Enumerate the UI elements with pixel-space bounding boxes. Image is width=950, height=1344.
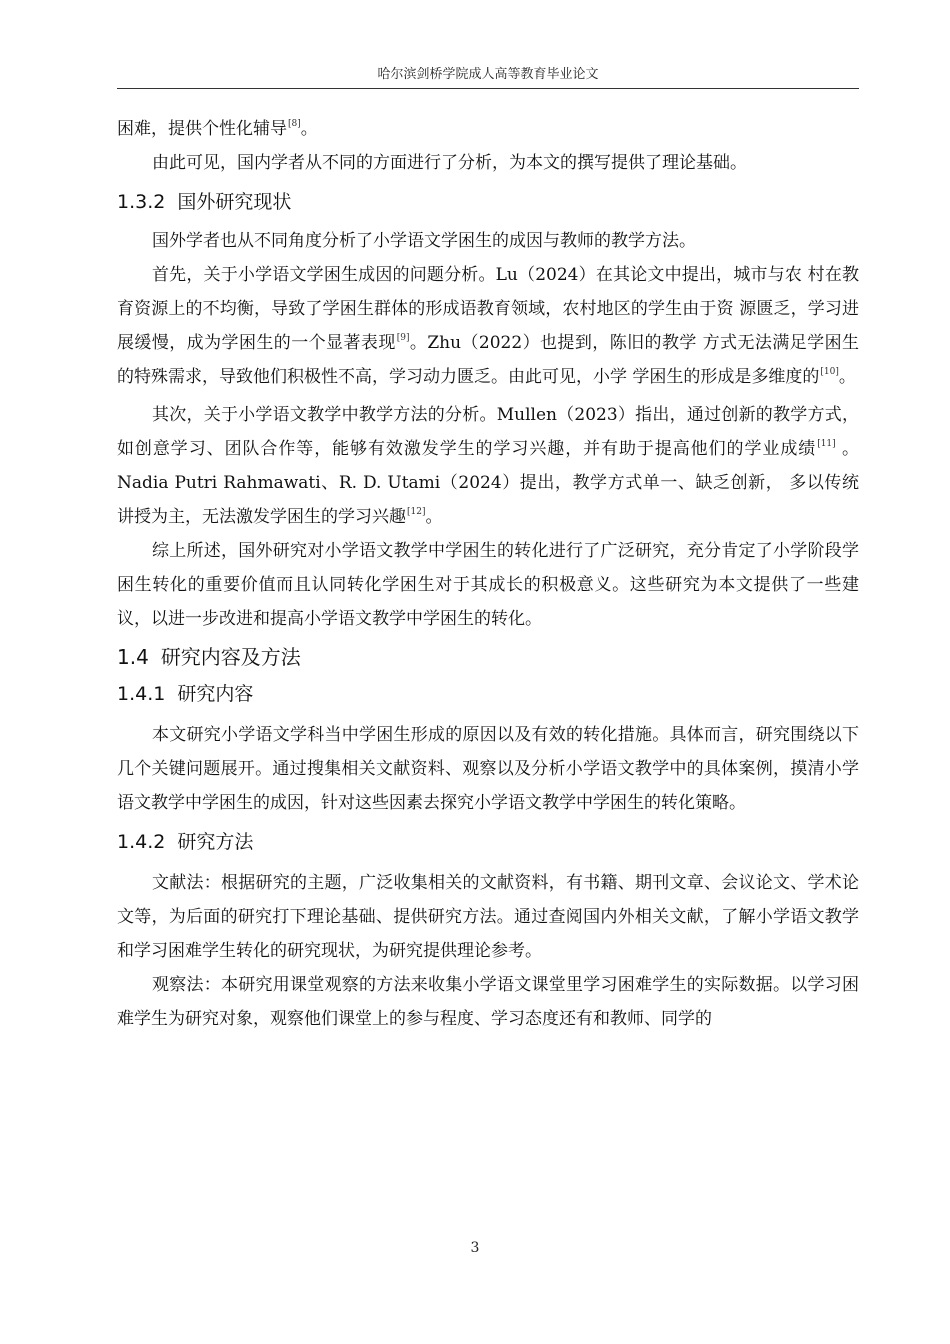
section-title: 研究方法	[177, 831, 254, 853]
paragraph: 文献法：根据研究的主题，广泛收集相关的文献资料，有书籍、期刊文章、会议论文、学术论文等，为后面的研究打下理论基础、提供研究方法。通过查阅国内外相关文献，了解小学语文教学和学习困难学生转化的研究现状，为研究提供理论参考。	[117, 873, 859, 961]
paragraph-text: 首先，关于小学语文学困生成因的问题分析。Lu（2024）在其论文中提出，城市与农 村在教育资源上的不均衡，导致了学困生群体的形成语教育领域，农村地区的学生由于资 源匮乏，学习进展缓慢，成为学困生的一个显著表现	[117, 265, 859, 353]
section-number: 1.4	[117, 645, 149, 669]
section-title: 研究内容及方法	[160, 645, 301, 669]
citation-ref: [9]	[396, 333, 410, 343]
paragraph: 由此可见，国内学者从不同的方面进行了分析，为本文的撰写提供了理论基础。	[152, 153, 747, 173]
paragraph-text-tail: 。	[300, 119, 318, 139]
section-heading-1-4	[117, 644, 859, 670]
paragraph-text: 。	[425, 507, 443, 527]
paragraph	[117, 258, 859, 394]
paragraph: 国外学者也从不同角度分析了小学语文学困生的成因与教师的教学方法。	[152, 231, 696, 251]
paragraph	[117, 398, 859, 534]
paragraph-text: 其次，关于小学语文教学中教学方法的分析。Mullen（2023）指出，通过创新的教学方式，如创意学习、团队合作等，能够有效激发学生的学习兴趣，并有助于提高他们的学业成绩	[117, 405, 859, 459]
header-rule	[117, 88, 859, 89]
page-number: 3	[470, 1240, 480, 1256]
paragraph-text: 。Nadia Putri Rahmawati、R. D. Utami（2024）提出，教学方式单一、缺乏创新， 多以传统讲授为主，无法激发学困生的学习兴趣	[117, 439, 860, 527]
citation-ref: [8]	[288, 119, 301, 129]
paragraph: 本文研究小学语文学科当中学困生形成的原因以及有效的转化措施。具体而言，研究围绕以下几个关键问题展开。通过搜集相关文献资料、观察以及分析小学语文教学中的具体案例，摸清小学语文教学中学困生的成因，针对这些因素去探究小学语文教学中学困生的转化策略。	[117, 725, 859, 813]
paragraph-text: 。Zhu（2022）也提到，陈旧的教学 方式无法满足学困生的特殊需求，导致他们积极性不高，学习动力匮乏。由此可见，小学 学困生的形成是多维度的	[117, 333, 859, 387]
citation-ref: [10]	[820, 367, 839, 377]
section-number: 1.4.1	[117, 683, 166, 705]
paragraph-continued	[117, 112, 859, 146]
section-title: 国外研究现状	[177, 191, 292, 213]
paragraph: 观察法：本研究用课堂观察的方法来收集小学语文课堂里学习困难学生的实际数据。以学习困难学生为研究对象，观察他们课堂上的参与程度、学习态度还有和教师、同学的	[117, 975, 859, 1029]
paragraph-text: 困难，提供个性化辅导	[117, 119, 287, 139]
citation-ref: [12]	[407, 507, 426, 517]
section-number: 1.4.2	[117, 831, 166, 853]
section-heading-1-4-2	[117, 830, 859, 854]
page-body	[117, 112, 859, 1036]
section-heading-1-4-1	[117, 682, 859, 706]
section-number: 1.3.2	[117, 191, 166, 213]
section-heading-1-3-2	[117, 190, 859, 214]
citation-ref: [11]	[817, 439, 836, 449]
section-title: 研究内容	[177, 683, 254, 705]
page-header: 哈尔滨剑桥学院成人高等教育毕业论文	[377, 67, 599, 82]
paragraph: 综上所述，国外研究对小学语文教学中学困生的转化进行了广泛研究，充分肯定了小学阶段学困生转化的重要价值而且认同转化学困生对于其成长的积极意义。这些研究为本文提供了一些建议，以进一步改进和提高小学语文教学中学困生的转化。	[117, 541, 859, 629]
paragraph-text: 。	[838, 367, 856, 387]
